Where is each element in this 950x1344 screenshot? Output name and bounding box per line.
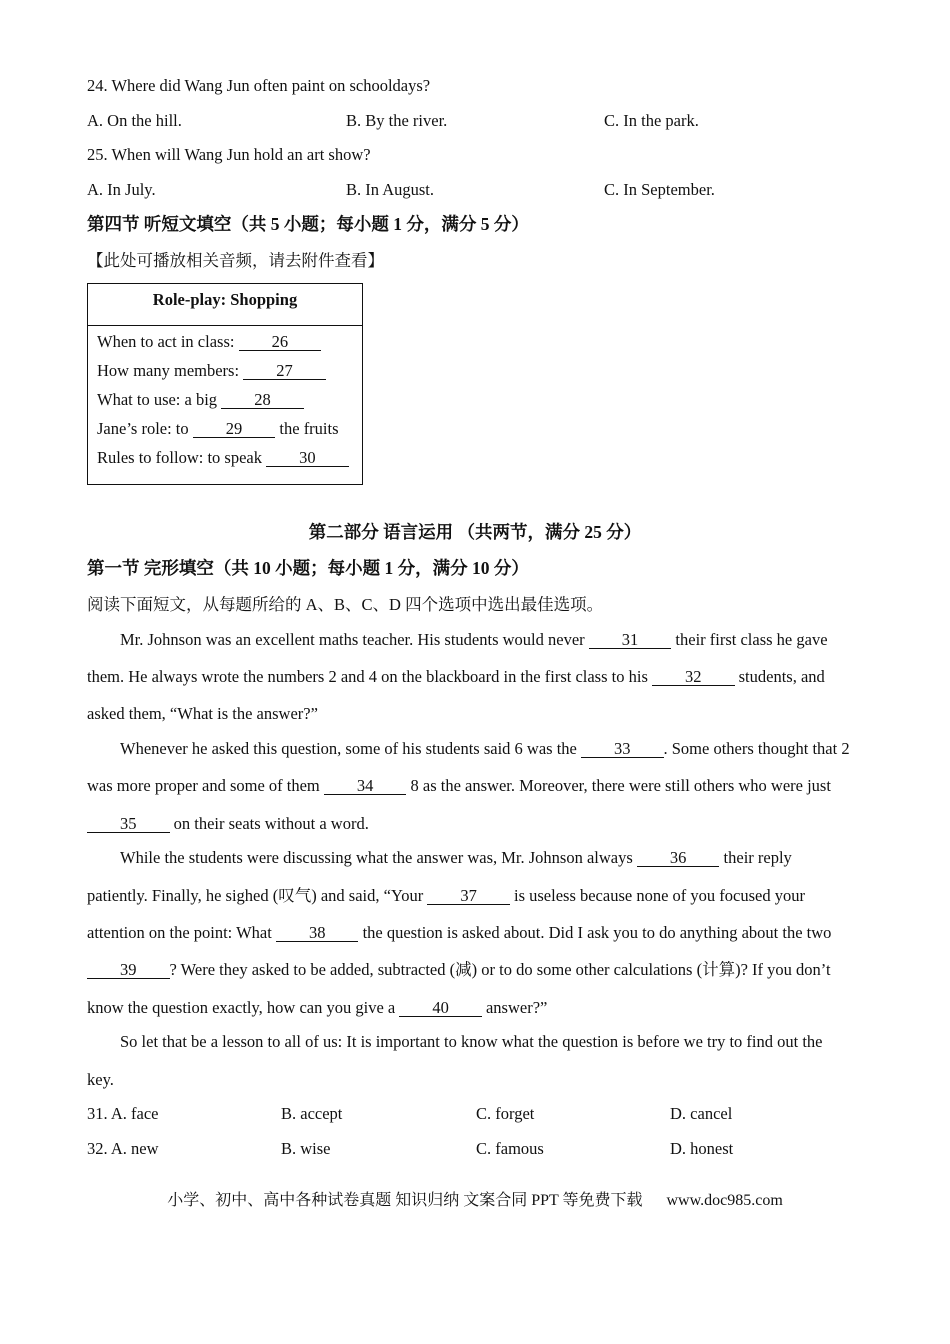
audio-note: 【此处可播放相关音频，请去附件查看】 [87, 251, 384, 270]
passage-text: answer?” [481, 998, 548, 1017]
cloze-option: D. honest [670, 1139, 734, 1158]
passage-text: on their seats without a word. [169, 814, 369, 833]
blank-31: 31 [589, 631, 672, 649]
passage-text: patiently. Finally, he sighed (叹气) and said, “Your [87, 886, 428, 905]
question-24-option-c: C. In the park. [604, 111, 699, 130]
blank-34: 34 [324, 777, 407, 795]
role-play-table [87, 283, 363, 485]
blank-27: 27 [243, 362, 326, 380]
role-play-row-label: When to act in class: [97, 332, 239, 351]
blank-28: 28 [221, 391, 304, 409]
cloze-option: B. wise [281, 1139, 331, 1158]
cloze-option: D. cancel [670, 1104, 733, 1123]
role-play-row [97, 332, 321, 352]
passage-line [87, 886, 805, 906]
passage-text: key. [87, 1070, 114, 1089]
passage-line [120, 848, 792, 868]
passage-text: While the students were discussing what the answer was, Mr. Johnson always [120, 848, 637, 867]
footer-text: 小学、初中、高中各种试卷真题 知识归纳 文案合同 PPT 等免费下载 [167, 1192, 643, 1209]
passage-text: . Some others thought that 2 [663, 739, 850, 758]
blank-39: 39 [87, 961, 170, 979]
role-play-row [97, 390, 304, 410]
role-play-row-label: How many members: [97, 361, 244, 380]
passage-line [120, 739, 850, 759]
role-play-row-suffix: the fruits [275, 419, 339, 438]
passage-text: 8 as the answer. Moreover, there were still others who were just [406, 776, 831, 795]
question-25-stem: 25. When will Wang Jun hold an art show? [87, 145, 371, 164]
role-play-table-title: Role-play: Shopping [88, 284, 362, 326]
passage-line [87, 776, 831, 796]
passage-text: Mr. Johnson was an excellent maths teacher. His students would never [120, 630, 589, 649]
blank-37: 37 [427, 887, 510, 905]
passage-text: attention on the point: What [87, 923, 276, 942]
blank-26: 26 [239, 333, 322, 351]
passage-line [87, 704, 318, 724]
blank-30: 30 [266, 449, 349, 467]
passage-line [120, 630, 828, 650]
passage-text: students, and [734, 667, 825, 686]
blank-36: 36 [637, 849, 720, 867]
cloze-option: C. famous [476, 1139, 544, 1158]
blank-29: 29 [193, 420, 276, 438]
cloze-option: C. forget [476, 1104, 535, 1123]
section-4-heading: 第四节 听短文填空（共 5 小题；每小题 1 分，满分 5 分） [87, 214, 529, 234]
passage-text: ? Were they asked to be added, subtracted (减) or to do some other calculations (计算)? If you don’t [169, 960, 831, 979]
blank-33: 33 [581, 740, 664, 758]
question-24-option-b: B. By the river. [346, 111, 448, 130]
footer [0, 1191, 950, 1211]
passage-text: asked them, “What is the answer?” [87, 704, 318, 723]
cloze-option: 32. A. new [87, 1139, 159, 1158]
passage-line [87, 998, 547, 1018]
passage-text: So let that be a lesson to all of us: It is important to know what the question is before we try to find out the [120, 1032, 823, 1051]
footer-url: www.doc985.com [666, 1192, 783, 1209]
question-25-option-b: B. In August. [346, 180, 435, 199]
question-24-option-a: A. On the hill. [87, 111, 182, 130]
question-25-option-a: A. In July. [87, 180, 156, 199]
passage-line [87, 1070, 114, 1090]
passage-text: their reply [719, 848, 792, 867]
cloze-instruction: 阅读下面短文，从每题所给的 A、B、C、D 四个选项中选出最佳选项。 [87, 595, 604, 614]
passage-text: know the question exactly, how can you give a [87, 998, 400, 1017]
passage-line [87, 923, 831, 943]
blank-32: 32 [652, 668, 735, 686]
blank-35: 35 [87, 815, 170, 833]
passage-line [87, 960, 831, 980]
passage-text: the question is asked about. Did I ask you to do anything about the two [358, 923, 832, 942]
role-play-row-label: What to use: a big [97, 390, 222, 409]
blank-38: 38 [276, 924, 359, 942]
role-play-row [97, 448, 349, 468]
section-1-heading: 第一节 完形填空（共 10 小题；每小题 1 分，满分 10 分） [87, 558, 529, 578]
cloze-option: B. accept [281, 1104, 343, 1123]
role-play-row [97, 361, 326, 381]
passage-text: their first class he gave [671, 630, 828, 649]
passage-text: Whenever he asked this question, some of his students said 6 was the [120, 739, 581, 758]
role-play-row-label: Rules to follow: to speak [97, 448, 267, 467]
passage-line [87, 667, 825, 687]
part-2-heading: 第二部分 语言运用 （共两节，满分 25 分） [308, 522, 642, 542]
question-24-stem: 24. Where did Wang Jun often paint on schooldays? [87, 76, 431, 95]
passage-text: is useless because none of you focused your [509, 886, 805, 905]
role-play-row-label: Jane’s role: to [97, 419, 193, 438]
role-play-row [97, 419, 339, 439]
passage-text: was more proper and some of them [87, 776, 324, 795]
passage-line [87, 814, 369, 834]
cloze-option: 31. A. face [87, 1104, 159, 1123]
passage-line [120, 1032, 823, 1052]
question-25-option-c: C. In September. [604, 180, 715, 199]
blank-40: 40 [399, 999, 482, 1017]
passage-text: them. He always wrote the numbers 2 and 4 on the blackboard in the first class to his [87, 667, 652, 686]
